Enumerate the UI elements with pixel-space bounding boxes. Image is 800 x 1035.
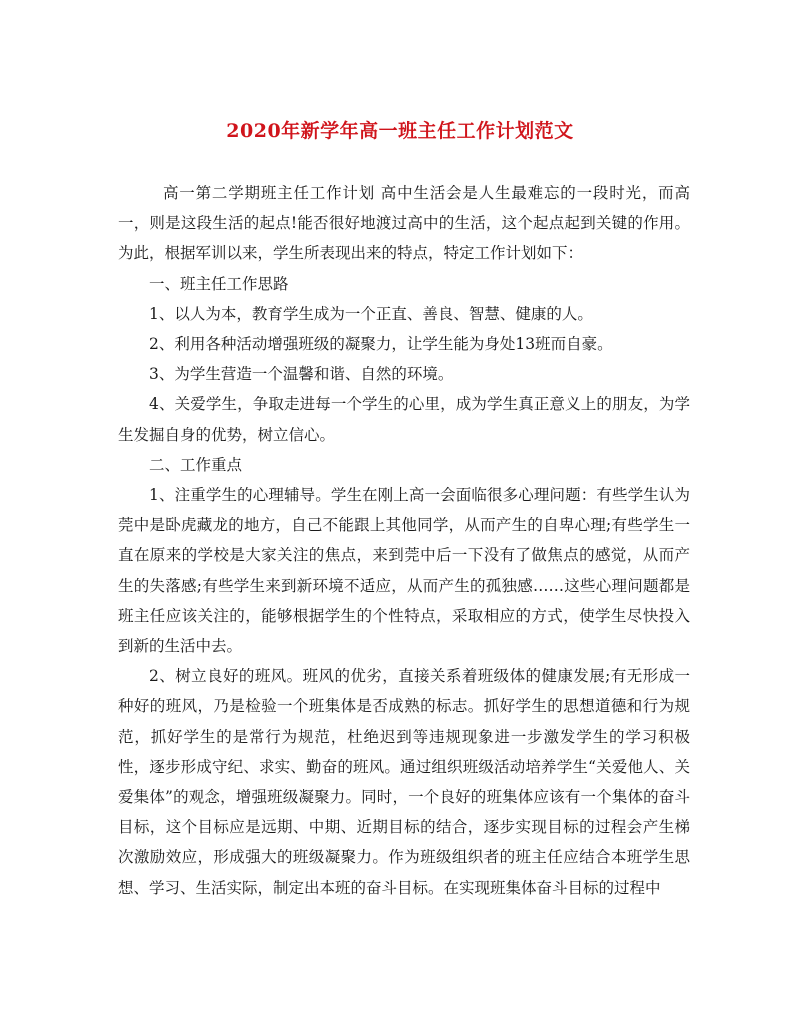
list-item: 2、利用各种活动增强班级的凝聚力，让学生能为身处13班而自豪。: [149, 335, 613, 354]
paragraph: 2、树立良好的班风。班风的优劣，直接关系着班级体的健康发展;有无形成一种好的班风，乃是检验一个班集体是否成熟的标志。抓好学生的思想道德和行为规范，抓好学生的是常行为规范，杜绝迟到等违规现象进一步激发学生的学习积极性，逐步形成守纪、求实、勤奋的班风。通过组织班级活动培养学生“关爱他人、关爱集体”的观念，增强班级凝聚力。同时，一个良好的班集体应该有一个集体的奋斗目标，这个目标应是远期、中期、近期目标的结合，逐步实现目标的过程会产生梯次激励效应，形成强大的班级凝聚力。作为班级组织者的班主任应结合本班学生思想、学习、生活实际，制定出本班的奋斗目标。在实现班集体奋斗目标的过程中: [118, 667, 690, 897]
section-heading-1: 一、班主任工作思路: [149, 274, 289, 293]
document-title: 2020年新学年高一班主任工作计划范文: [226, 120, 574, 142]
paragraph-intro: 高一第二学期班主任工作计划 高中生活会是人生最难忘的一段时光，而高一，则是这段生活的起点!能否很好地渡过高中的生活，这个起点起到关键的作用。为此，根据军训以来，学生所表现出来的特点，特定工作计划如下：: [118, 184, 690, 263]
list-item: 4、关爱学生，争取走进每一个学生的心里，成为学生真正意义上的朋友，为学生发掘自身的优势，树立信心。: [118, 395, 690, 444]
list-item: 3、为学生营造一个温馨和谐、自然的环境。: [149, 365, 454, 384]
section-heading-2: 二、工作重点: [149, 455, 243, 474]
paragraph: 1、注重学生的心理辅导。学生在刚上高一会面临很多心理问题：有些学生认为莞中是卧虎藏龙的地方，自己不能跟上其他同学，从而产生的自卑心理;有些学生一直在原来的学校是大家关注的焦点，来到莞中后一下没有了做焦点的感觉，从而产生的失落感;有些学生来到新环境不适应，从而产生的孤独感……这些心理问题都是班主任应该关注的，能够根据学生的个性特点，采取相应的方式，使学生尽快投入到新的生活中去。: [118, 486, 690, 656]
list-item: 1、以人为本，教育学生成为一个正直、善良、智慧、健康的人。: [149, 304, 593, 323]
document-body: [118, 178, 690, 903]
